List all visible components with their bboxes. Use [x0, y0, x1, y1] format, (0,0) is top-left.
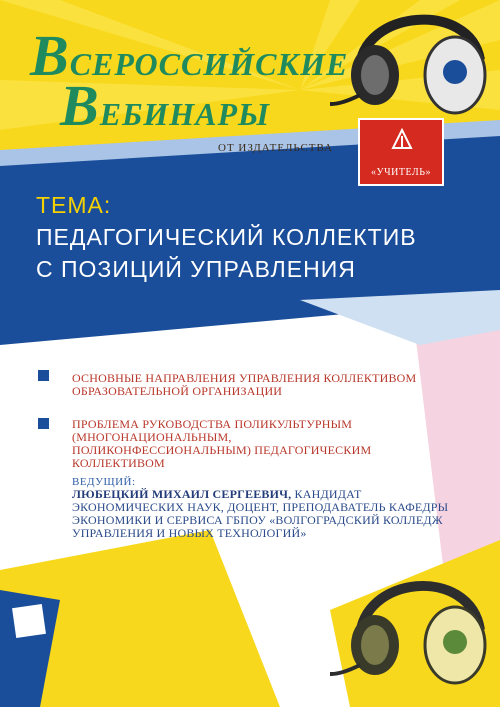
- host-details: КАНДИДАТ ЭКОНОМИЧЕСКИХ НАУК, ДОЦЕНТ, ПРЕПОДАВАТЕЛЬ КАФЕДРЫ ЭКОНОМИКИ И СЕРВИСА ГБПОУ «ВОЛГОГРАДСКИЙ КОЛЛЕДЖ УПРАВЛЕНИЯ И НОВЫХ ТЕХНОЛОГИЙ»: [72, 487, 449, 540]
- headset-icon: [330, 0, 500, 130]
- title-rest-2: ЕБИНАРЫ: [99, 96, 271, 132]
- point-2: ПРОБЛЕМА РУКОВОДСТВА ПОЛИКУЛЬТУРНЫМ (МНОГОНАЦИОНАЛЬНЫМ, ПОЛИКОНФЕССИОНАЛЬНЫМ) ПЕДАГОГИЧЕСКИМ КОЛЛЕКТИВОМ: [72, 417, 372, 470]
- point-1: ОСНОВНЫЕ НАПРАВЛЕНИЯ УПРАВЛЕНИЯ КОЛЛЕКТИВОМ ОБРАЗОВАТЕЛЬНОЙ ОРГАНИЗАЦИИ: [72, 371, 417, 398]
- title-line-2: [60, 72, 270, 139]
- headset-icon: [330, 560, 500, 700]
- publisher-logo-text: «УЧИТЕЛЬ»: [371, 167, 431, 178]
- title-cap-1: В: [30, 23, 70, 88]
- topic-line-1: ПЕДАГОГИЧЕСКИЙ КОЛЛЕКТИВ: [36, 224, 417, 250]
- publisher-prefix: ОТ ИЗДАТЕЛЬСТВА: [218, 142, 334, 154]
- teacher-logo-icon: [391, 128, 413, 150]
- publisher-logo: [358, 118, 444, 186]
- title-rest-1: СЕРОССИЙСКИЕ: [69, 46, 349, 82]
- title-cap-2: В: [60, 73, 100, 138]
- square-bullet-icon: [38, 418, 49, 429]
- host-label: ВЕДУЩИЙ:: [72, 476, 136, 488]
- topic-line-2: С ПОЗИЦИЙ УПРАВЛЕНИЯ: [36, 256, 356, 282]
- host-info: [72, 488, 472, 540]
- host-name: ЛЮБЕЦКИЙ МИХАИЛ СЕРГЕЕВИЧ,: [72, 487, 292, 501]
- topic-label: ТЕМА:: [36, 192, 112, 218]
- square-bullet-icon: [38, 370, 49, 381]
